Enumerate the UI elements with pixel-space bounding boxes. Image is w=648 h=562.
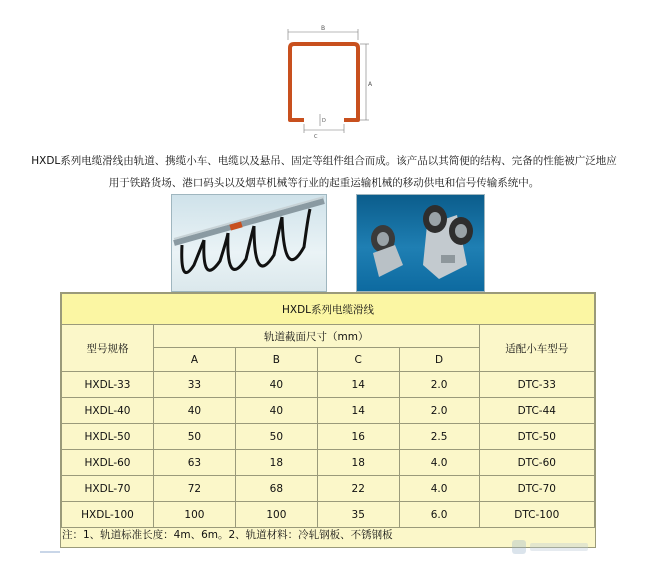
cable-festoon-photo	[171, 194, 327, 292]
dim-label-a: A	[368, 81, 373, 88]
divider	[40, 551, 60, 553]
cell-a: 72	[153, 476, 235, 502]
cell-model: HXDL-40	[62, 398, 154, 424]
header-d: D	[399, 348, 479, 372]
cell-a: 63	[153, 450, 235, 476]
watermark-logo	[512, 538, 592, 556]
cell-trolley: DTC-33	[479, 372, 594, 398]
table-note: 注：1、轨道标准长度：4m、6m。2、轨道材料：冷轧钢板、不锈钢板	[62, 529, 393, 541]
table-row	[62, 502, 595, 528]
table-row	[62, 450, 595, 476]
cell-model: HXDL-33	[62, 372, 154, 398]
table-title: HXDL系列电缆滑线	[62, 294, 595, 325]
dim-label-c: C	[314, 134, 318, 140]
cell-trolley: DTC-100	[479, 502, 594, 528]
cell-model: HXDL-100	[62, 502, 154, 528]
trolley-parts-photo	[356, 194, 485, 292]
table-row	[62, 424, 595, 450]
rail-cross-section-diagram	[270, 20, 400, 140]
cell-c: 14	[317, 372, 399, 398]
cell-c: 22	[317, 476, 399, 502]
spec-table	[60, 292, 596, 548]
description-line-1: HXDL系列电缆滑线由轨道、携缆小车、电缆以及悬吊、固定等组件组合而成。该产品以其简便的结构、完备的性能被广泛地应	[31, 155, 617, 167]
cell-d: 2.0	[399, 372, 479, 398]
cell-a: 100	[153, 502, 235, 528]
cell-trolley: DTC-50	[479, 424, 594, 450]
description-line-2: 用于铁路货场、港口码头以及烟草机械等行业的起重运输机械的移动供电和信号传输系统中。	[108, 177, 540, 189]
cell-d: 6.0	[399, 502, 479, 528]
header-a: A	[153, 348, 235, 372]
header-model: 型号规格	[62, 325, 154, 372]
cell-d: 4.0	[399, 476, 479, 502]
cell-model: HXDL-70	[62, 476, 154, 502]
cell-b: 68	[235, 476, 317, 502]
table-row	[62, 398, 595, 424]
dim-label-b: B	[321, 25, 326, 32]
header-b: B	[235, 348, 317, 372]
cell-trolley: DTC-70	[479, 476, 594, 502]
product-description	[0, 150, 648, 194]
cell-d: 2.0	[399, 398, 479, 424]
table-row	[62, 372, 595, 398]
cell-model: HXDL-60	[62, 450, 154, 476]
cell-c: 35	[317, 502, 399, 528]
cell-b: 40	[235, 398, 317, 424]
cell-a: 33	[153, 372, 235, 398]
cell-a: 40	[153, 398, 235, 424]
header-trolley: 适配小车型号	[479, 325, 594, 372]
cell-d: 4.0	[399, 450, 479, 476]
dim-label-d: D	[322, 118, 326, 124]
cell-a: 50	[153, 424, 235, 450]
cell-b: 40	[235, 372, 317, 398]
cell-b: 50	[235, 424, 317, 450]
cell-c: 16	[317, 424, 399, 450]
cell-model: HXDL-50	[62, 424, 154, 450]
cell-c: 14	[317, 398, 399, 424]
cell-b: 18	[235, 450, 317, 476]
cell-d: 2.5	[399, 424, 479, 450]
cell-trolley: DTC-60	[479, 450, 594, 476]
cell-trolley: DTC-44	[479, 398, 594, 424]
cell-c: 18	[317, 450, 399, 476]
table-row	[62, 476, 595, 502]
header-section-size: 轨道截面尺寸（mm）	[153, 325, 479, 348]
cell-b: 100	[235, 502, 317, 528]
header-c: C	[317, 348, 399, 372]
